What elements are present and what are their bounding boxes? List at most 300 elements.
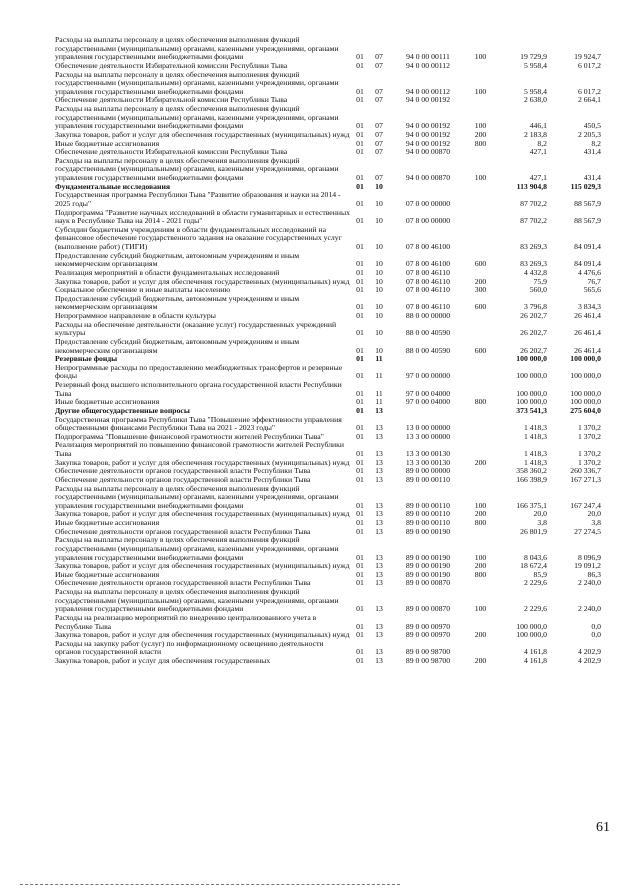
row-expense-type <box>467 579 494 588</box>
row-name: Расходы на обеспечение деятельности (оказание услуг) государственных учреждений культуры <box>55 319 337 338</box>
row-section: 01 <box>356 267 364 277</box>
table-row <box>54 105 602 131</box>
row-target-article: 94 0 00 00112 <box>406 60 450 70</box>
row-section: 01 <box>356 328 364 338</box>
row-amount-year2: 565,6 <box>583 285 601 295</box>
row-subsection: 13 <box>375 500 383 510</box>
row-amount-year1: 100 000,0 <box>516 621 547 631</box>
row-name: Иные бюджетные ассигнования <box>55 138 160 148</box>
row-name: Обеспечение деятельности Избирательной комиссии Республики Тыва <box>55 147 288 157</box>
row-amount-year1: 100 000,0 <box>516 388 547 398</box>
table-row <box>54 157 602 183</box>
row-expense-type <box>467 209 494 226</box>
row-subsection: 11 <box>375 388 383 398</box>
row-expense-type: 800 <box>474 518 487 527</box>
row-amount-year1: 18 672,4 <box>520 561 547 571</box>
row-amount-year1: 427,1 <box>529 173 547 182</box>
row-amount-year2: 167 247,4 <box>570 500 601 510</box>
table-row <box>54 588 602 614</box>
row-amount-year1: 113 904,8 <box>516 181 547 191</box>
row-amount-year1: 373 541,3 <box>516 405 547 415</box>
row-expense-type: 600 <box>474 345 487 355</box>
row-expense-type <box>467 226 494 252</box>
row-expense-type: 200 <box>474 276 487 286</box>
row-target-article: 07 8 00 00000 <box>405 216 451 226</box>
row-amount-year2: 8,2 <box>591 138 601 148</box>
row-section: 01 <box>356 285 364 295</box>
row-section: 01 <box>356 388 364 398</box>
row-expense-type <box>467 441 494 458</box>
row-amount-year1: 1 418,3 <box>523 423 547 433</box>
row-amount-year1: 83 269,3 <box>520 259 547 269</box>
table-row <box>54 321 602 338</box>
row-target-article: 89 0 00 00870 <box>405 604 451 614</box>
row-target-article: 94 0 00 00192 <box>405 138 451 148</box>
row-amount-year2: 20,0 <box>587 509 601 519</box>
row-amount-year1: 87 702,2 <box>520 216 547 226</box>
row-amount-year1: 100 000,0 <box>516 371 547 381</box>
row-target-article <box>389 183 467 192</box>
row-amount-year2: 260 336,7 <box>570 466 601 476</box>
row-amount-year2: 26 461,4 <box>574 311 601 320</box>
row-target-article: 94 0 00 00192 <box>405 129 451 139</box>
row-section: 01 <box>356 656 364 665</box>
row-target-article: 07 8 00 46110 <box>406 285 450 295</box>
row-expense-type <box>467 614 494 631</box>
row-name: Закупка товаров, работ и услуг для обеспечения государственных (муниципальных) нужд <box>55 276 350 286</box>
table-row <box>54 252 602 269</box>
row-section: 01 <box>356 457 364 467</box>
row-subsection: 13 <box>375 449 383 458</box>
row-amount-year1: 100 000,0 <box>516 397 547 407</box>
scan-edge-line <box>20 884 400 885</box>
table-row <box>54 416 602 433</box>
row-amount-year2: 84 091,4 <box>574 259 601 269</box>
row-section: 01 <box>356 552 364 562</box>
row-section: 01 <box>356 569 364 579</box>
row-section: 01 <box>356 216 364 226</box>
row-expense-type <box>467 467 494 476</box>
row-section: 01 <box>356 371 364 381</box>
row-name: Иные бюджетные ассигнования <box>55 397 160 407</box>
table-row <box>54 71 602 97</box>
row-amount-year2: 4 202,9 <box>577 656 601 665</box>
row-amount-year2: 27 274,5 <box>574 526 601 536</box>
row-amount-year2: 115 029,3 <box>570 181 601 191</box>
row-subsection: 13 <box>375 647 383 657</box>
row-section: 01 <box>356 621 364 631</box>
row-name: Иные бюджетные ассигнования <box>55 518 160 527</box>
row-amount-year2: 3 834,3 <box>577 302 601 312</box>
row-subsection: 10 <box>375 267 383 277</box>
row-name: Иные бюджетные ассигнования <box>55 569 160 579</box>
table-row <box>54 536 602 562</box>
row-subsection: 10 <box>375 285 383 295</box>
row-subsection: 10 <box>375 181 383 191</box>
row-name: Государственная программа Республики Тыва "Развитие образования и науки на 2014 - 2025 годы" <box>55 190 341 208</box>
row-expense-type: 100 <box>474 173 487 182</box>
row-amount-year1: 166 375,1 <box>516 500 547 510</box>
row-expense-type: 100 <box>474 121 487 131</box>
row-expense-type: 800 <box>474 397 487 407</box>
row-name: Предоставление субсидий бюджетным, автономным учреждениям и иным некоммерческим организациям <box>55 293 300 312</box>
row-amount-year1: 427,1 <box>529 147 547 157</box>
row-subsection: 07 <box>375 95 383 105</box>
row-amount-year1: 2 229,6 <box>523 578 547 588</box>
row-target-article: 13 3 00 00130 <box>405 457 451 467</box>
row-amount-year2: 26 461,4 <box>574 345 601 355</box>
row-subsection: 13 <box>375 630 383 640</box>
row-subsection: 10 <box>375 216 383 226</box>
row-subsection: 13 <box>375 457 383 467</box>
row-subsection: 13 <box>375 578 383 588</box>
row-amount-year2: 19 091,2 <box>574 561 601 571</box>
table-row <box>54 364 602 381</box>
row-amount-year1: 4 161,8 <box>523 647 547 657</box>
table-row <box>54 295 602 312</box>
row-section: 01 <box>356 173 364 182</box>
row-amount-year2: 431,4 <box>583 173 601 182</box>
row-section: 01 <box>356 518 364 527</box>
row-amount-year1: 2 183,8 <box>523 129 547 139</box>
row-section: 01 <box>356 345 364 355</box>
row-subsection: 13 <box>375 509 383 519</box>
row-target-article: 07 8 00 46110 <box>406 276 450 286</box>
row-expense-type: 100 <box>474 500 487 510</box>
row-section: 01 <box>356 405 364 415</box>
row-name: Подпрограмма "Развитие научных исследований в области гуманитарных и естественных наук в Республике Тыва на 2014 - 2021 годы" <box>55 207 350 226</box>
row-section: 01 <box>356 60 364 70</box>
row-section: 01 <box>356 181 364 191</box>
row-name: Социальное обеспечение и иные выплаты населению <box>55 285 231 295</box>
row-target-article: 89 0 00 00110 <box>406 474 450 484</box>
row-target-article: 07 0 00 00000 <box>405 198 451 208</box>
row-expense-type: 200 <box>474 630 487 640</box>
row-name: Расходы на выплаты персоналу в целях обеспечения выполнения функций государственными (муниципальными) органами, казенными учреждениями, органами управления государственными внебюджетными фондами <box>55 104 339 131</box>
row-subsection: 10 <box>375 311 383 320</box>
row-subsection: 07 <box>375 129 383 139</box>
row-subsection: 13 <box>375 656 383 665</box>
row-amount-year2: 100 000,0 <box>570 388 601 398</box>
row-name: Непрограммные расходы по предоставлению межбюджетных трансфертов и резервные фонды <box>55 362 343 381</box>
row-expense-type <box>467 416 494 433</box>
row-target-article: 97 0 00 00000 <box>405 371 451 381</box>
row-target-article: 88 0 00 40590 <box>405 345 451 355</box>
row-amount-year2: 2 240,0 <box>577 604 601 614</box>
row-amount-year2: 2 240,0 <box>577 578 601 588</box>
row-subsection: 11 <box>375 371 383 381</box>
row-amount-year1: 8,2 <box>537 138 547 148</box>
row-amount-year1: 166 398,9 <box>516 474 547 484</box>
row-subsection: 10 <box>375 328 383 338</box>
row-expense-type <box>467 476 494 485</box>
row-name: Субсидии бюджетным учреждениям в области фундаментальных исследований на финансовое обеспечение государственного задания на оказание государственных услуг (выполнение работ) (ТИГИ) <box>55 224 342 251</box>
row-amount-year1: 358 360,2 <box>516 466 547 476</box>
row-amount-year2: 86,3 <box>587 569 601 579</box>
row-target-article: 89 0 00 00870 <box>405 578 451 588</box>
row-subsection: 10 <box>375 302 383 312</box>
row-amount-year2: 450,5 <box>583 121 601 131</box>
row-name: Реализация мероприятий по повышению финансовой грамотности жителей Республики Тыва <box>55 440 345 458</box>
row-subsection: 13 <box>375 621 383 631</box>
row-amount-year1: 3,8 <box>537 518 547 527</box>
row-target-article: 89 0 00 98700 <box>405 647 451 657</box>
row-name: Расходы на выплаты персоналу в целях обеспечения выполнения функций государственными (муниципальными) органами, казенными учреждениями, органами управления государственными внебюджетными фондами <box>55 483 339 510</box>
row-amount-year1: 1 418,3 <box>523 449 547 458</box>
row-target-article: 89 0 00 00190 <box>405 526 451 536</box>
row-subsection: 07 <box>375 147 383 157</box>
row-amount-year1: 100 000,0 <box>516 630 547 640</box>
row-name: Расходы на выплаты персоналу в целях обеспечения выполнения функций государственными (муниципальными) органами, казенными учреждениями, органами управления государственными внебюджетными фондами <box>55 35 339 62</box>
row-target-article: 89 0 00 00970 <box>405 621 451 631</box>
row-amount-year1: 8 043,6 <box>523 552 547 562</box>
table-row <box>54 657 602 666</box>
row-section: 01 <box>356 604 364 614</box>
row-amount-year1: 26 202,7 <box>520 311 547 320</box>
row-section: 01 <box>356 526 364 536</box>
row-name: Расходы на выплаты персоналу в целях обеспечения выполнения функций государственными (муниципальными) органами, казенными учреждениями, органами управления государственными внебюджетными фондами <box>55 587 339 614</box>
row-expense-type: 600 <box>474 302 487 312</box>
row-name: Подпрограмма "Повышение финансовой грамотности жителей Республики Тыва" <box>55 431 324 441</box>
row-expense-type <box>467 407 494 416</box>
row-subsection: 07 <box>375 173 383 182</box>
row-section: 01 <box>356 509 364 519</box>
row-section: 01 <box>356 647 364 657</box>
budget-table <box>54 36 602 666</box>
row-section: 01 <box>356 147 364 157</box>
row-name: Обеспечение деятельности Избирательной комиссии Республики Тыва <box>55 95 288 105</box>
row-name: Расходы на выплаты персоналу в целях обеспечения выполнения функций государственными (муниципальными) органами, казенными учреждениями, органами управления государственными внебюджетными фондами <box>55 155 339 182</box>
row-expense-type: 200 <box>474 561 487 571</box>
row-name: Закупка товаров, работ и услуг для обеспечения государственных (муниципальных) нужд <box>55 129 350 139</box>
row-name: Закупка товаров, работ и услуг для обеспечения государственных (муниципальных) нужд <box>55 630 350 640</box>
row-target-article: 97 0 00 04000 <box>405 388 451 398</box>
row-subsection: 07 <box>375 86 383 96</box>
table-row <box>54 209 602 226</box>
row-amount-year1: 560,0 <box>529 285 547 295</box>
row-section: 01 <box>356 466 364 476</box>
row-target-article: 89 0 00 00970 <box>405 630 451 640</box>
row-target-article <box>389 407 467 416</box>
row-expense-type: 200 <box>474 509 487 519</box>
row-section: 01 <box>356 397 364 407</box>
row-subsection: 10 <box>375 345 383 355</box>
row-expense-type: 800 <box>474 569 487 579</box>
row-section: 01 <box>356 311 364 320</box>
row-amount-year1: 26 202,7 <box>520 345 547 355</box>
row-target-article: 94 0 00 00112 <box>406 86 450 96</box>
row-target-article: 13 0 00 00000 <box>405 423 451 433</box>
row-section: 01 <box>356 474 364 484</box>
row-target-article: 89 0 00 00190 <box>405 569 451 579</box>
row-subsection: 11 <box>375 397 383 407</box>
row-expense-type <box>467 183 494 192</box>
row-amount-year2: 1 370,2 <box>577 423 601 433</box>
row-section: 01 <box>356 449 364 458</box>
row-amount-year1: 75,9 <box>533 276 547 286</box>
row-amount-year1: 446,1 <box>529 121 547 131</box>
row-amount-year1: 5 958,4 <box>523 86 547 96</box>
row-name: Закупка товаров, работ и услуг для обеспечения государственных (муниципальных) нужд <box>55 561 350 571</box>
row-section: 01 <box>356 500 364 510</box>
row-target-article: 07 8 00 46110 <box>406 302 450 312</box>
row-subsection: 10 <box>375 198 383 208</box>
row-section: 01 <box>356 129 364 139</box>
row-name: Предоставление субсидий бюджетным, автономным учреждениям и иным некоммерческим организациям <box>55 250 300 269</box>
row-amount-year2: 2 205,3 <box>577 129 601 139</box>
row-target-article: 89 0 00 98700 <box>405 656 451 665</box>
row-expense-type: 100 <box>474 86 487 96</box>
row-section: 01 <box>356 354 364 364</box>
row-amount-year2: 100 000,0 <box>570 354 601 364</box>
row-section: 01 <box>356 121 364 131</box>
row-target-article: 94 0 00 00192 <box>405 95 451 105</box>
row-subsection: 13 <box>375 561 383 571</box>
row-expense-type <box>467 640 494 657</box>
row-section: 01 <box>356 423 364 433</box>
row-target-article: 94 0 00 00111 <box>406 52 450 62</box>
row-target-article: 89 0 00 00110 <box>406 500 450 510</box>
row-subsection: 13 <box>375 423 383 433</box>
row-section: 01 <box>356 52 364 62</box>
row-name: Расходы на реализацию мероприятий по внедрению централизованного учета в Республике Тыва <box>55 612 317 631</box>
row-target-article: 89 0 00 00110 <box>406 509 450 519</box>
row-target-article: 94 0 00 00870 <box>405 147 451 157</box>
row-expense-type <box>467 96 494 105</box>
row-target-article: 94 0 00 00870 <box>405 173 451 182</box>
row-amount-year2: 19 924,7 <box>574 52 601 62</box>
row-amount-year1: 87 702,2 <box>520 198 547 208</box>
row-subsection: 10 <box>375 259 383 269</box>
budget-table-body <box>54 36 602 666</box>
row-expense-type <box>467 381 494 398</box>
row-subsection: 07 <box>375 121 383 131</box>
row-amount-year1: 20,0 <box>533 509 547 519</box>
row-expense-type: 100 <box>474 604 487 614</box>
row-expense-type: 600 <box>474 259 487 269</box>
row-name: Обеспечение деятельности органов государственной власти Республики Тыва <box>55 474 311 484</box>
row-section: 01 <box>356 578 364 588</box>
row-subsection: 13 <box>375 518 383 527</box>
row-expense-type: 100 <box>474 52 487 62</box>
row-subsection: 10 <box>375 276 383 286</box>
row-amount-year1: 1 418,3 <box>523 457 547 467</box>
row-subsection: 13 <box>375 569 383 579</box>
table-row <box>54 36 602 62</box>
row-name: Государственная программа Республики Тыва "Повышение эффективности управления общественными финансами Республики Тыва на 2021 - 2023 годы" <box>55 414 342 433</box>
row-expense-type <box>467 191 494 208</box>
page-number: 61 <box>596 820 610 835</box>
row-name: Расходы на выплаты персоналу в целях обеспечения выполнения функций государственными (муниципальными) органами, казенными учреждениями, органами управления государственными внебюджетными фондами <box>55 69 339 96</box>
row-amount-year2: 88 567,9 <box>574 216 601 226</box>
row-subsection: 13 <box>375 431 383 441</box>
row-target-article: 89 0 00 00110 <box>406 518 450 527</box>
row-name: Закупка товаров, работ и услуг для обеспечения государственных (муниципальных) нужд <box>55 509 350 519</box>
table-row <box>54 191 602 208</box>
row-amount-year2: 3,8 <box>591 518 601 527</box>
row-expense-type <box>467 62 494 71</box>
row-name: Резервный фонд высшего исполнительного органа государственной власти Республики Тыва <box>55 380 342 398</box>
row-section: 01 <box>356 95 364 105</box>
table-row <box>54 441 602 458</box>
row-amount-year1: 26 202,7 <box>520 328 547 338</box>
row-amount-year2: 431,4 <box>583 147 601 157</box>
row-amount-year1: 3 796,8 <box>523 302 547 312</box>
row-name: Резервные фонды <box>55 354 118 364</box>
row-amount-year1: 2 229,6 <box>523 604 547 614</box>
row-amount-year1: 5 958,4 <box>523 60 547 70</box>
row-subsection: 13 <box>375 474 383 484</box>
row-subsection: 13 <box>375 552 383 562</box>
row-name: Обеспечение деятельности органов государственной власти Республики Тыва <box>55 578 311 588</box>
row-subsection: 07 <box>375 60 383 70</box>
row-name: Обеспечение деятельности органов государственной власти Республики Тыва <box>55 526 311 536</box>
row-section: 01 <box>356 561 364 571</box>
row-expense-type: 800 <box>474 138 487 148</box>
row-amount-year1: 19 729,9 <box>520 52 547 62</box>
row-name: Непрограммное направление в области культуры <box>55 311 216 320</box>
row-section: 01 <box>356 259 364 269</box>
row-amount-year2: 1 370,2 <box>577 431 601 441</box>
row-target-article: 89 0 00 00190 <box>405 561 451 571</box>
row-amount-year2: 6 017,2 <box>577 86 601 96</box>
row-name: Другие общегосударственные вопросы <box>55 405 190 415</box>
row-section: 01 <box>356 630 364 640</box>
row-subsection: 11 <box>375 354 383 364</box>
row-name: Предоставление субсидий бюджетным, автономным учреждениям и иным некоммерческим организациям <box>55 336 300 355</box>
row-section: 01 <box>356 242 364 251</box>
row-section: 01 <box>356 431 364 441</box>
row-expense-type: 300 <box>474 285 487 295</box>
table-row <box>54 640 602 657</box>
row-amount-year2: 0,0 <box>591 621 601 631</box>
row-target-article: 94 0 00 00192 <box>405 121 451 131</box>
row-target-article: 07 8 00 46100 <box>405 259 451 269</box>
row-section: 01 <box>356 198 364 208</box>
row-amount-year2: 26 461,4 <box>574 328 601 338</box>
row-section: 01 <box>356 302 364 312</box>
row-expense-type <box>467 433 494 442</box>
row-amount-year2: 167 271,3 <box>570 474 601 484</box>
row-section: 01 <box>356 86 364 96</box>
row-subsection: 10 <box>375 242 383 251</box>
row-subsection: 13 <box>375 466 383 476</box>
row-amount-year2: 88 567,9 <box>574 198 601 208</box>
row-expense-type: 200 <box>474 457 487 467</box>
row-subsection: 07 <box>375 138 383 148</box>
row-amount-year1: 83 269,3 <box>520 242 547 251</box>
row-name: Расходы на закупку работ (услуг) по информационному освещению деятельности органов государственной власти <box>55 638 324 657</box>
row-name: Реализация мероприятий в области фундаментальных исследований <box>55 267 280 277</box>
row-amount-year2: 1 370,2 <box>577 449 601 458</box>
row-subsection: 13 <box>375 405 383 415</box>
row-expense-type: 200 <box>474 656 487 665</box>
row-target-article: 88 0 00 40590 <box>405 328 451 338</box>
row-name: Обеспечение деятельности Избирательной комиссии Республики Тыва <box>55 60 288 70</box>
row-amount-year1: 4 161,8 <box>523 656 547 665</box>
row-amount-year2: 1 370,2 <box>577 457 601 467</box>
row-target-article: 97 0 00 04000 <box>405 397 451 407</box>
row-amount-year2: 84 091,4 <box>574 242 601 251</box>
table-row <box>54 485 602 511</box>
row-target-article: 07 8 00 46100 <box>405 242 451 251</box>
row-name: Фундаментальные исследования <box>55 181 171 191</box>
row-amount-year2: 4 476,6 <box>577 267 601 277</box>
table-row <box>54 338 602 355</box>
row-target-article: 89 0 00 00000 <box>405 466 451 476</box>
table-row <box>54 226 602 252</box>
row-amount-year2: 76,7 <box>587 276 601 286</box>
